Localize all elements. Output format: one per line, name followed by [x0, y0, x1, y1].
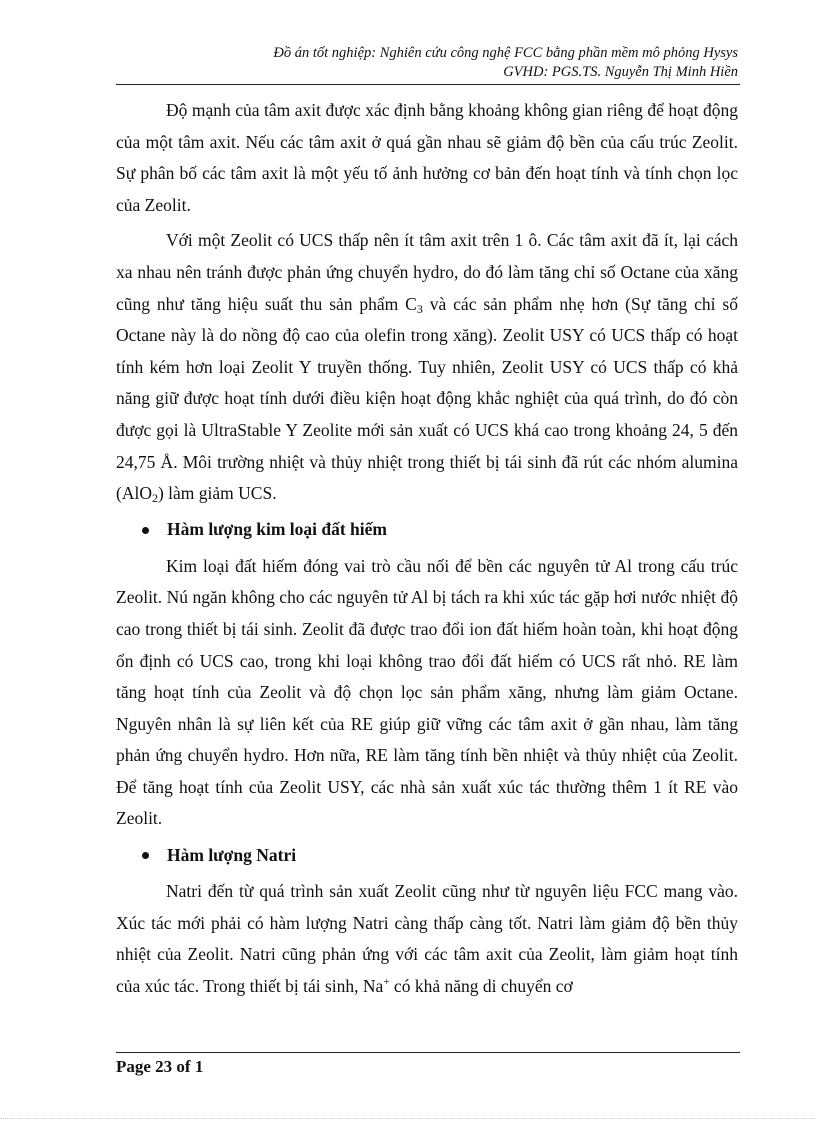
subscript: 3	[416, 301, 423, 316]
bullet-icon	[142, 852, 149, 859]
paragraph-acid-strength: Độ mạnh của tâm axit được xác định bằng khoảng không gian riêng để hoạt động của một tâm axit. Nếu các tâm axit ở quá gần nhau sẽ giảm độ bền của cấu trúc Zeolit. Sự phân bố các tâm axit là một yếu tố ảnh hưởng cơ bản đến hoạt tính và tính chọn lọc của Zeolit.	[116, 100, 738, 215]
paragraph-text: ) làm giảm UCS.	[157, 483, 277, 504]
footer-divider	[116, 1052, 740, 1053]
bullet-icon	[142, 527, 149, 534]
heading-text: Hàm lượng Natri	[167, 844, 297, 865]
paragraph-low-ucs-zeolite	[116, 225, 738, 509]
paragraph-sodium	[116, 876, 738, 1002]
header-advisor: GVHD: PGS.TS. Nguyễn Thị Minh Hiền	[503, 64, 738, 80]
header-divider	[116, 84, 740, 85]
header-title: Đồ án tốt nghiệp: Nghiên cứu công nghệ FCC bằng phần mềm mô phỏng Hysys	[273, 45, 738, 61]
paragraph-rare-earth: Kim loại đất hiếm đóng vai trò cầu nối để bền các nguyên tử Al trong cấu trúc Zeolit. Nú ngăn không cho các nguyên tử Al bị tách ra khi xúc tác gặp hơi nước nhiệt độ cao trong thiết bị tái sinh. Zeolit đã được trao đổi ion đất hiếm hoàn toàn, khi hoạt động ổn định có UCS cao, trong khi loại không trao đổi đất hiếm có UCS rất nhỏ. RE làm tăng hoạt tính của Zeolit và độ chọn lọc sản phẩm xăng, nhưng làm giảm Octane. Nguyên nhân là sự liên kết của RE giúp giữ vững các tâm axit ở gần nhau, làm tăng phản ứng chuyển hydro. Hơn nữa, RE làm tăng tính bền nhiệt và thủy nhiệt của Zeolit. Để tăng hoạt tính của Zeolit USY, các nhà sản xuất xúc tác thường thêm 1 ít RE vào Zeolit.	[116, 555, 738, 829]
subscript: 2	[151, 491, 158, 506]
page-boundary	[0, 1118, 816, 1119]
paragraph-text: Natri đến từ quá trình sản xuất Zeolit cũng như từ nguyên liệu FCC mang vào. Xúc tác mới phải có hàm lượng Natri càng thấp càng tốt. Natri làm giảm độ bền thủy nhiệt của Zeolit. Natri cũng phản ứng với các tâm axit của Zeolit, làm giảm hoạt tính của xúc tác. Trong thiết bị tái sinh, Na	[116, 881, 738, 996]
paragraph-text: có khả năng di chuyển cơ	[389, 975, 573, 996]
page-header	[116, 44, 738, 82]
page-number: Page 23 of 1	[116, 1057, 204, 1076]
superscript: +	[383, 975, 390, 988]
section-heading-rare-earth	[116, 514, 738, 547]
section-heading-sodium	[116, 839, 738, 872]
heading-text: Hàm lượng kim loại đất hiếm	[167, 519, 387, 540]
document-body	[116, 95, 738, 1006]
paragraph-text: Với một Zeolit có UCS thấp nên ít tâm axit trên 1 ô. Các tâm axit đã ít, lại cách xa nhau nên tránh được phản ứng chuyển hydro, do đó làm tăng chỉ số Octane của xăng cũng như tăng hiệu suất thu sản phẩm C	[116, 230, 738, 314]
paragraph-text: và các sản phẩm nhẹ hơn (Sự tăng chỉ số Octane này là do nồng độ cao của olefin trong xăng). Zeolit USY có UCS thấp có hoạt tính kém hơn loại Zeolit Y truyền thống. Tuy nhiên, Zeolit USY có UCS thấp có khả năng giữ được hoạt tính dưới điều kiện hoạt động khắc nghiệt của quá trình, do đó còn được gọi là UltraStable Y Zeolite mới sản xuất có UCS khá cao trong khoảng 24, 5 đến 24,75 Å. Môi trường nhiệt và thủy nhiệt trong thiết bị tái sinh đã rút các nhóm alumina (AlO	[116, 293, 738, 504]
